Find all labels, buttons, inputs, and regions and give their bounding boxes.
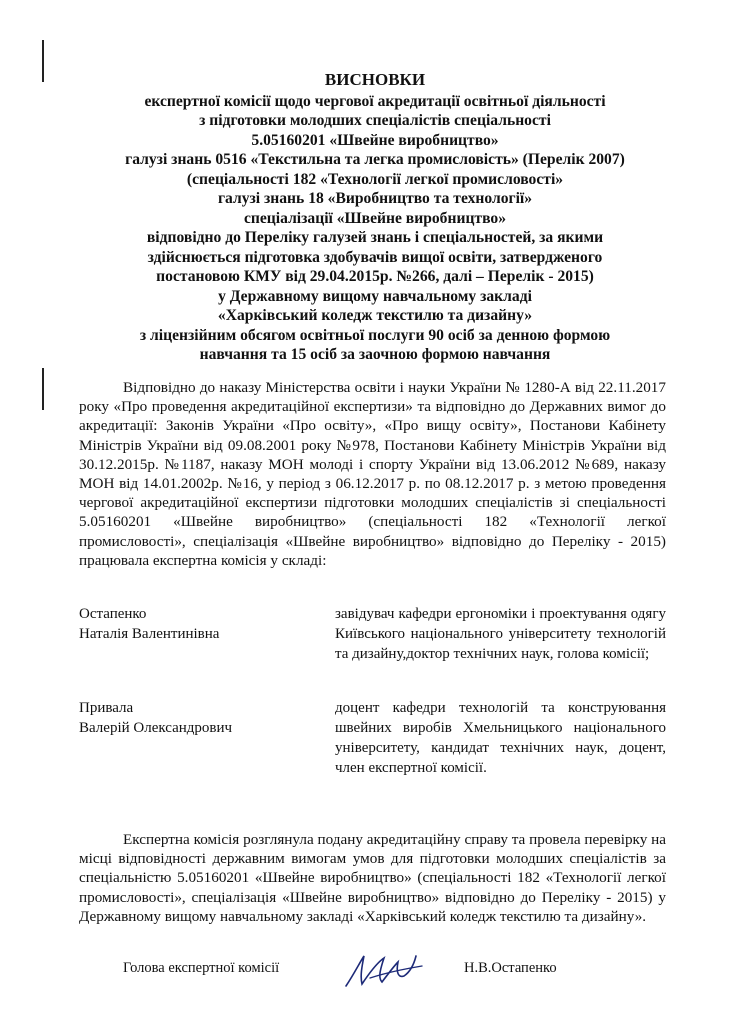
title-line: спеціалізації «Швейне виробництво»: [243, 209, 507, 227]
title-line: експертної комісії щодо чергової акредитації освітньої діяльності: [144, 92, 606, 110]
intro-paragraph: Відповідно до наказу Міністерства освіти і науки України № 1280-А від 22.11.2017 року «Про проведення акредитаційної експертизи» та відповідно до Державних вимог до акредитації: Законів України «Про освіту», «Про вищу освіту», Постанови Кабінету Міністрів України від 09.08.2001 року №978, Постанови Кабінету Міністрів України від 30.12.2015р. №1187, наказу МОН молоді і спорту України від 13.06.2012 №689, наказу МОН від 14.01.2002р. №16, у період з 06.12.2017 р. по 08.12.2017 р. з метою проведення чергової акредитаційної експертизи підготовки молодших спеціалістів зі спеціальності 5.05160201 «Швейне виробництво» (спеціальності 182 «Технології легкої промисловості», спеціалізація «Швейне виробництво» відповідно до Переліку - 2015) працювала експертна комісія у складі:: [79, 379, 666, 569]
member-name: [79, 604, 219, 644]
signature-role: Голова експертної комісії: [123, 960, 280, 976]
member-surname: Привала: [79, 700, 134, 716]
margin-mark-middle: [42, 368, 44, 410]
title-line: у Державному вищому навчальному закладі: [218, 287, 532, 305]
conclusion-paragraph: Експертна комісія розглянула подану акредитаційну справу та провела перевірку на місці відповідності державним вимогам умов для підготовки молодших спеціалістів за спеціальністю 5.05160201 «Швейне виробництво» (спеціальності 182 «Технології легкої промисловості», спеціалізація «Швейне виробництво» відповідно до Переліку - 2015) у Державному вищому навчальному закладі «Харківський коледж текстилю та дизайну».: [79, 831, 666, 925]
title-line: з підготовки молодших спеціалістів спеціальності: [199, 112, 551, 129]
title-line: здійснюється підготовка здобувачів вищої освіти, затвердженого: [147, 248, 603, 266]
document-title-block: [60, 70, 690, 365]
title-line: (спеціальності 182 «Технології легкої промисловості»: [186, 170, 564, 188]
title-line: галузі знань 18 «Виробництво та технології»: [217, 190, 533, 207]
member-description: завідувач кафедри ергономіки і проектування одягу Київського національного університету технологій та дизайну,доктор технічних наук, голова комісії;: [335, 606, 666, 662]
member-given-names: Валерій Олександрович: [79, 720, 233, 736]
title-line: з ліцензійним обсягом освітньої послуги 90 осіб за денною формою: [139, 326, 611, 344]
member-name: [79, 698, 232, 738]
member-description: доцент кафедри технологій та конструювання швейних виробів Хмельницького національного університету, кандидат технічних наук, доцент, член експертної комісії.: [335, 700, 666, 776]
title-line: 5.05160201 «Швейне виробництво»: [251, 131, 499, 149]
title-line: постановою КМУ від 29.04.2015р. №266, далі – Перелік - 2015): [156, 268, 594, 285]
document-heading: ВИСНОВКИ: [324, 70, 426, 89]
handwritten-signature: [340, 948, 430, 992]
member-given-names: Наталія Валентинівна: [79, 626, 220, 642]
title-line: галузі знань 0516 «Текстильна та легка промисловість» (Перелік 2007): [125, 151, 625, 168]
title-line: «Харківський коледж текстилю та дизайну»: [217, 307, 533, 324]
title-line: відповідно до Переліку галузей знань і спеціальностей, за якими: [146, 229, 604, 246]
signature-name: Н.В.Остапенко: [464, 960, 557, 976]
title-line: навчання та 15 осіб за заочною формою навчання: [199, 346, 551, 363]
margin-mark-top: [42, 40, 44, 82]
member-surname: Остапенко: [79, 606, 147, 622]
